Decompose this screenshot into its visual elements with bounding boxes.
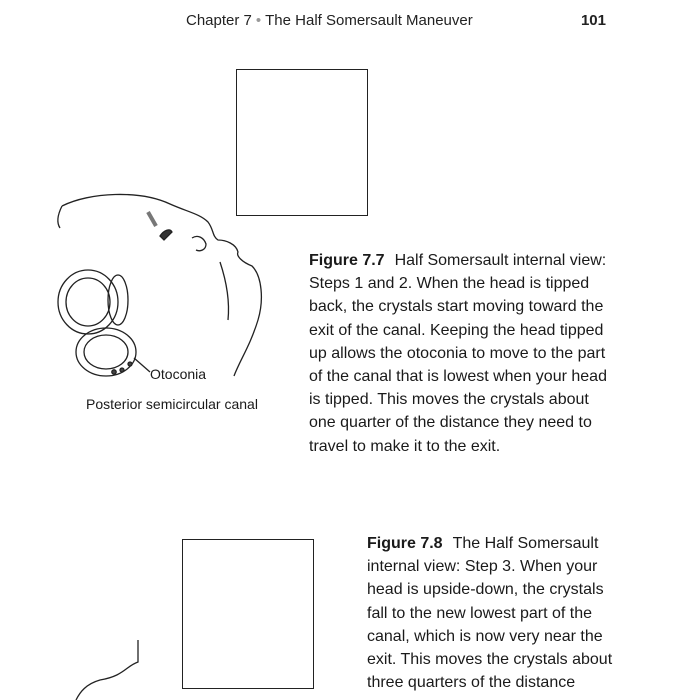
- posterior-canal-label: Posterior semicircular canal: [86, 396, 258, 412]
- ear-outline: [192, 236, 206, 250]
- chapter-label: Chapter 7: [186, 12, 252, 29]
- head-profile: [62, 194, 261, 376]
- figure-7-7-photo: [236, 69, 368, 216]
- figure-7-8-label: Figure 7.8: [367, 535, 443, 552]
- figure-7-8-caption: [367, 532, 617, 694]
- otoconia-dot: [128, 362, 132, 366]
- figure-7-8-illustration: [76, 640, 138, 700]
- eyebrow: [148, 212, 156, 226]
- posterior-canal-inner: [84, 335, 128, 369]
- eye: [160, 230, 172, 240]
- figure-7-7-text: Half Somersault internal view: Steps 1 and 2. When the head is tipped back, the crystals start moving toward the exit of the canal. Keeping the head tipped up allows the otoconia to move to the part of the canal that is lowest when your head is tipped. This moves the crystals about one quarter of the distance they need to travel to make it to the exit.: [309, 252, 607, 455]
- chapter-title: The Half Somersault Maneuver: [265, 12, 473, 29]
- superior-canal-inner: [66, 278, 110, 326]
- bullet-separator: •: [255, 12, 262, 29]
- neck-line: [220, 262, 229, 320]
- superior-canal: [58, 270, 118, 334]
- otoconia-dot: [112, 370, 116, 374]
- figure-7-8-text: The Half Somersault internal view: Step 3. When your head is upside-down, the crystals fall to the new lowest part of the canal, which is now very near the exit. This moves the crystals about three quarters of the distance: [367, 535, 613, 692]
- figure-7-7-caption: [309, 249, 619, 458]
- otoconia-label: Otoconia: [150, 366, 207, 382]
- figure-7-7-label: Figure 7.7: [309, 252, 385, 269]
- page-number: 101: [580, 12, 606, 29]
- otoconia-dot: [120, 368, 124, 372]
- otoconia-pointer: [134, 358, 150, 372]
- head-back: [58, 206, 62, 228]
- figure-7-8-photo: [182, 539, 314, 689]
